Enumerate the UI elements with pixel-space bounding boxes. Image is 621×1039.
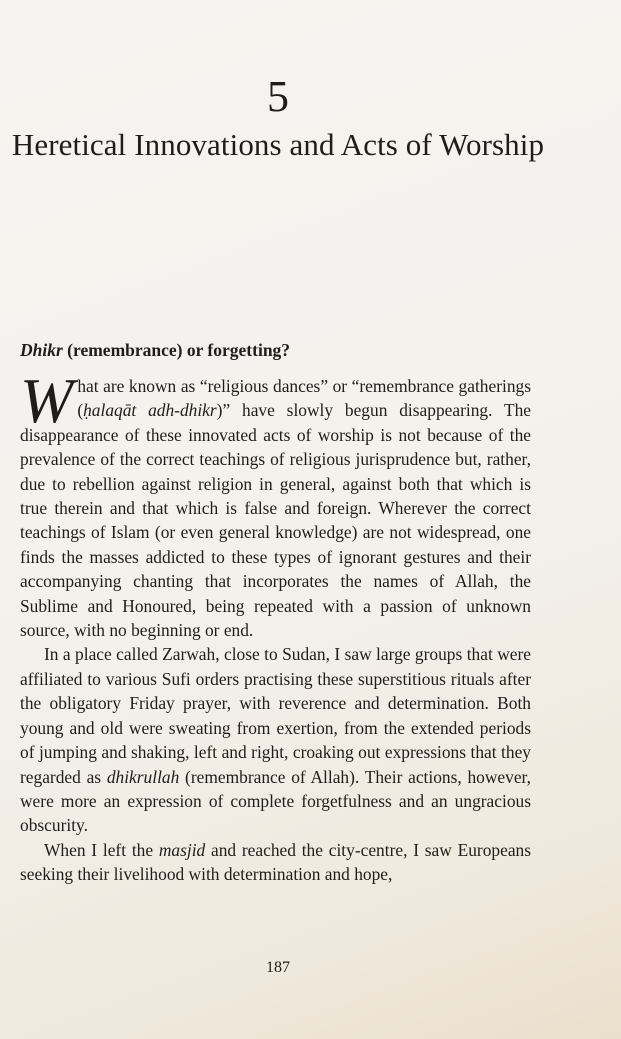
section-heading — [20, 338, 290, 362]
paragraph-3-text-b: and reached the city-centre, I saw Europeans seeking their livelihood with determination and hope, — [20, 839, 532, 885]
paragraph-2-text-a: In a place called Zarwah, close to Sudan, I saw large groups that were affiliated to various Sufi orders practising these superstitious rituals after the obligatory Friday prayer, with reverence and determination. Both young and old were sweating from exertion, from the extended periods of jumping and shaking, left and right, croaking out expressions that they regarded as — [20, 644, 531, 787]
paragraph-1 — [20, 365, 531, 642]
paragraph-1-italic: ḥalaqāt adh-dhikr — [83, 400, 217, 421]
chapter-number: 5 — [267, 72, 289, 121]
paragraph-3-italic: masjid — [158, 839, 206, 860]
paragraph-2-italic: dhikrullah — [106, 766, 180, 787]
paragraph-2 — [20, 642, 531, 837]
paragraph-3-text-a: When I left the — [44, 839, 159, 860]
section-heading-italic: Dhikr — [20, 340, 63, 360]
chapter-title: Heretical Innovations and Acts of Worship — [11, 127, 545, 162]
paragraph-2-text-b: (remembrance of Allah). Their actions, however, were more an expression of complete forgetfulness and an ungracious obscurity. — [20, 766, 531, 836]
body-text — [20, 365, 532, 887]
section-heading-rest: (remembrance) or forgetting? — [62, 340, 291, 360]
page-number: 187 — [266, 959, 290, 976]
drop-cap: W — [20, 365, 74, 436]
paragraph-1-text-b: )” have slowly begun disappearing. The disappearance of these innovated acts of worship is not because of the prevalence of the correct teachings of religious jurisprudence but, rather, due to rebellion against religion in general, against both that which is true therein and that which is false and foreign. Wherever the correct teachings of Islam (or even general knowledge) are not widespread, one finds the masses addicted to these types of ignorant gestures and their accompanying chanting that incorporates the names of Allah, the Sublime and Honoured, being repeated with a passion of unknown source, with no beginning or end. — [20, 400, 531, 641]
paragraph-3 — [20, 838, 531, 887]
paragraph-1-text-a: hat are known as “religious dances” or “remembrance gatherings ( — [77, 376, 531, 421]
